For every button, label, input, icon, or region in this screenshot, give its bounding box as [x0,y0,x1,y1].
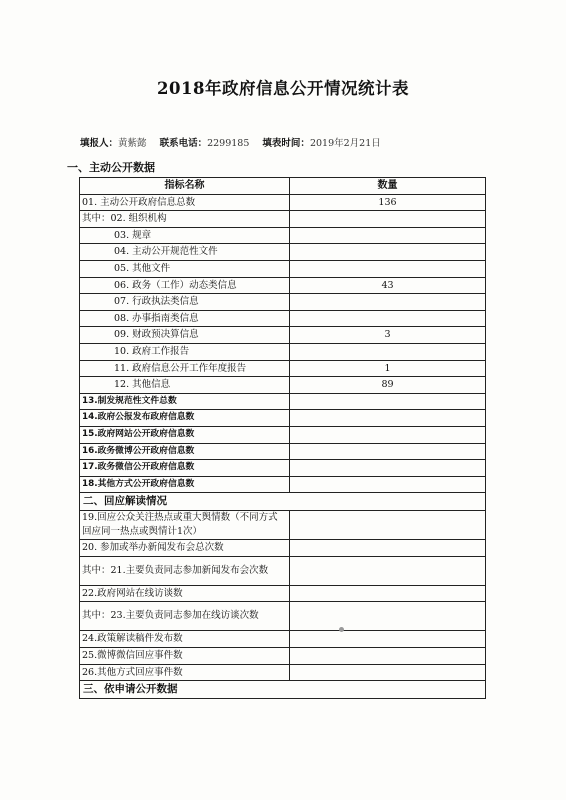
section-1-title: 一、主动公开数据 [67,161,155,174]
row-label: 其中：23.主要负责同志参加在线访谈次数 [80,602,290,631]
row-label: 20. 参加或举办新闻发布会总次数 [80,540,290,557]
row-value [290,211,486,228]
row-label: 08. 办事指南类信息 [80,310,290,327]
column-header-qty: 数量 [290,178,486,195]
row-label: 12. 其他信息 [80,377,290,394]
table-row [80,194,486,211]
row-label: 09. 财政预决算信息 [80,327,290,344]
row-value: 1 [290,360,486,377]
filler-label: 填报人： [80,138,119,149]
phone-value: 2299185 [207,138,250,149]
row-label: 18.其他方式公开政府信息数 [80,476,290,493]
row-value [290,631,486,648]
row-value [290,426,486,443]
table-row [80,227,486,244]
table-row [80,585,486,602]
row-value [290,343,486,360]
table-row [80,260,486,277]
row-value: 43 [290,277,486,294]
row-value [290,244,486,261]
date-value: 2019年2月21日 [309,138,381,149]
row-value [290,540,486,557]
row-value [290,511,486,540]
section-3-title: 三、依申请公开数据 [80,681,486,699]
row-label: 24.政策解读稿件发布数 [80,631,290,648]
ink-dot-mark [339,627,344,632]
row-label: 03. 规章 [80,227,290,244]
section-3-row [80,681,486,699]
phone-label: 联系电话： [159,138,208,149]
filler-value: 黄紫懿 [118,138,147,149]
row-label: 06. 政务（工作）动态类信息 [80,277,290,294]
row-value [290,294,486,311]
table-row [80,540,486,557]
table-row [80,631,486,648]
row-label: 17.政务微信公开政府信息数 [80,460,290,477]
row-value [290,556,486,585]
section-2-title: 二、回应解读情况 [80,493,486,511]
table-row [80,426,486,443]
row-label: 11. 政府信息公开工作年度报告 [80,360,290,377]
row-label: 16.政务微博公开政府信息数 [80,443,290,460]
row-value [290,443,486,460]
table-row [80,310,486,327]
table-row [80,360,486,377]
table-row [80,211,486,228]
row-label: 19.回应公众关注热点或重大舆情数（不同方式回应同一热点或舆情计1次） [80,511,290,540]
row-label: 07. 行政执法类信息 [80,294,290,311]
row-value [290,393,486,410]
section-2-row [80,493,486,511]
statistics-table [79,177,486,699]
table-row [80,343,486,360]
row-label: 26.其他方式回应事件数 [80,664,290,681]
row-label: 14.政府公报发布政府信息数 [80,410,290,427]
row-label: 25.微博微信回应事件数 [80,648,290,665]
row-value [290,227,486,244]
report-info [80,135,391,149]
table-row [80,460,486,477]
row-value: 136 [290,194,486,211]
row-label: 10. 政府工作报告 [80,343,290,360]
row-value: 89 [290,377,486,394]
row-value [290,476,486,493]
table-row [80,277,486,294]
table-row [80,377,486,394]
row-label: 01. 主动公开政府信息总数 [80,194,290,211]
date-label: 填表时间： [262,138,310,149]
row-value [290,585,486,602]
column-header-name: 指标名称 [80,178,290,195]
table-row [80,664,486,681]
row-value [290,648,486,665]
table-header [80,178,486,195]
table-row [80,393,486,410]
row-value [290,602,486,631]
row-label: 15.政府网站公开政府信息数 [80,426,290,443]
page-title: 2018年政府信息公开情况统计表 [157,79,409,98]
table-row [80,511,486,540]
row-value: 3 [290,327,486,344]
row-value [290,310,486,327]
table-row [80,476,486,493]
row-label: 其中：21.主要负责同志参加新闻发布会次数 [80,556,290,585]
row-label: 05. 其他文件 [80,260,290,277]
row-value [290,410,486,427]
row-value [290,260,486,277]
row-value [290,460,486,477]
table-row [80,602,486,631]
table-row [80,327,486,344]
table-row [80,648,486,665]
row-value [290,664,486,681]
table-row [80,410,486,427]
row-label: 04. 主动公开规范性文件 [80,244,290,261]
table-row [80,556,486,585]
table-row [80,244,486,261]
row-label: 其中：02. 组织机构 [80,211,290,228]
table-row [80,443,486,460]
row-label: 22.政府网站在线访谈数 [80,585,290,602]
table-row [80,294,486,311]
row-label: 13.制发规范性文件总数 [80,393,290,410]
